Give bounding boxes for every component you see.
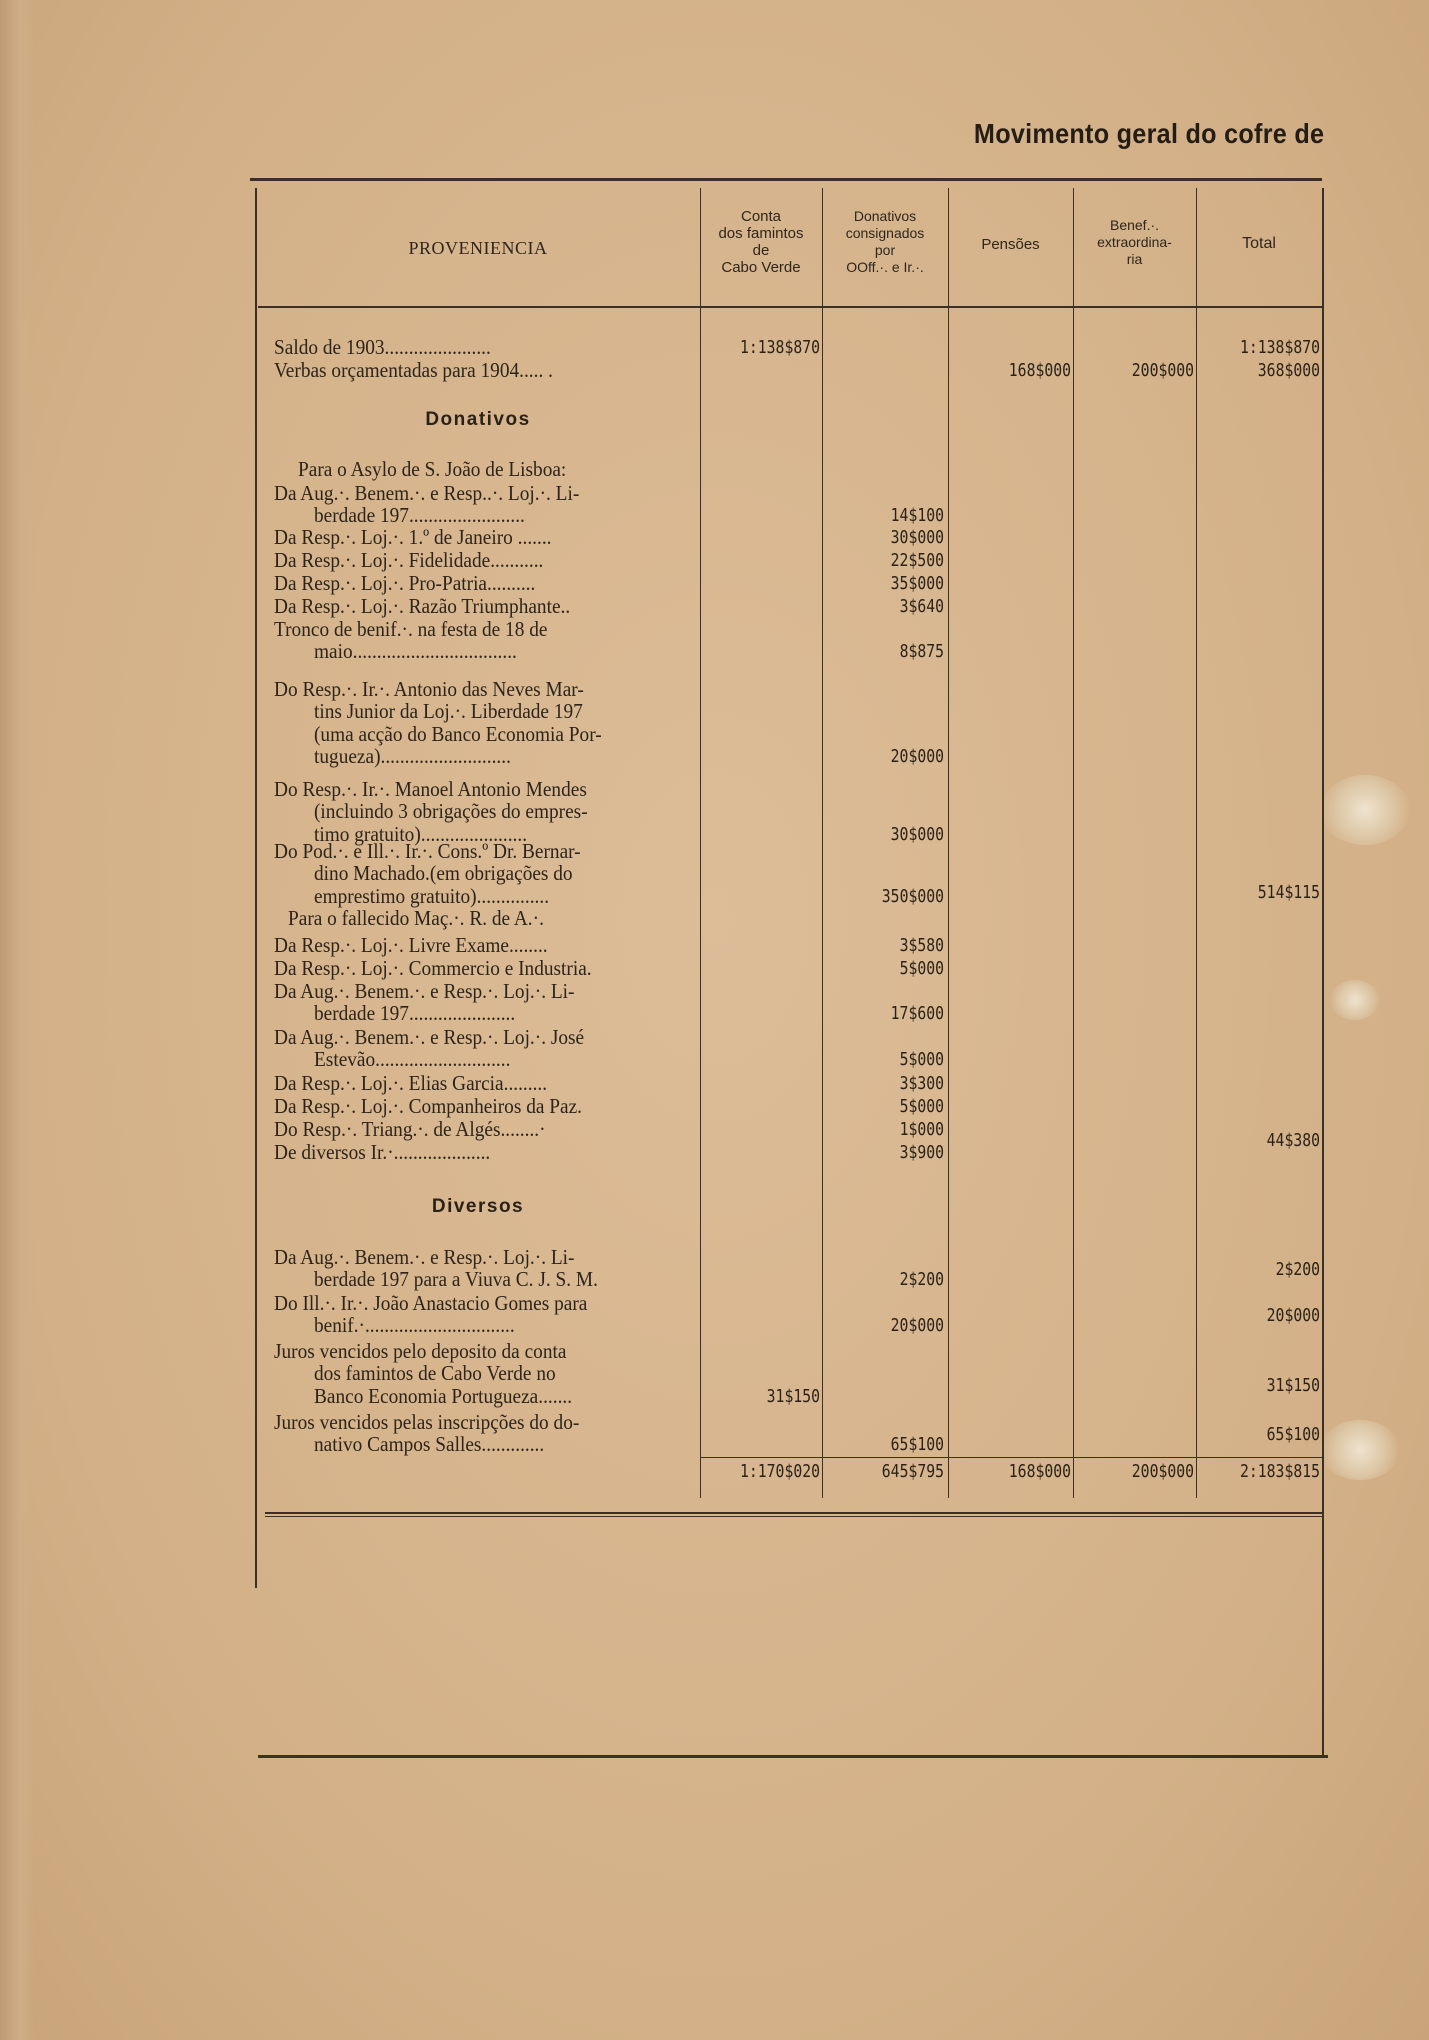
row-description: Da Resp.·. Loj.·. Fidelidade........... — [274, 548, 544, 572]
page-title: Movimento geral do cofre de — [973, 118, 1324, 149]
row-description: Saldo de 1903...................... — [274, 335, 491, 359]
row-description: Da Resp.·. Loj.·. Pro-Patria.......... — [274, 571, 536, 595]
header-donativos: Donativos consignados por OOff.·. e Ir.·. — [845, 208, 925, 275]
amount-total: 514$115 — [1257, 881, 1320, 903]
header-bottom-rule — [258, 306, 1323, 308]
row-description-continuation: tugueza)........................... — [314, 744, 511, 769]
row-description: Do Resp.·. Ir.·. Manoel Antonio Mendes — [274, 777, 587, 801]
row-description: Da Aug.·. Benem.·. e Resp.·. Loj.·. José — [274, 1025, 585, 1049]
totals-row — [0, 1460, 1429, 1482]
amount-total: 44$380 — [1266, 1130, 1320, 1151]
section-donativos: Donativos — [425, 409, 531, 430]
amount-donativos: 20$000 — [890, 1315, 944, 1337]
row-description-continuation: timo gratuito)...................... — [314, 821, 528, 846]
amount-donativos: 30$000 — [890, 823, 944, 845]
amount-total: 2$200 — [1275, 1259, 1320, 1280]
amount-donativos: 3$900 — [899, 1142, 944, 1163]
row-description-continuation: emprestimo gratuito)............... — [314, 883, 550, 908]
row-description: Da Resp.·. Loj.·. Livre Exame........ — [274, 933, 548, 957]
amount-donativos: 3$580 — [899, 935, 944, 956]
row-description: Do Ill.·. Ir.·. João Anastacio Gomes para — [274, 1291, 588, 1315]
left-border — [255, 188, 257, 1588]
amount-total: 31$150 — [1266, 1375, 1320, 1397]
section-diversos: Diversos — [431, 1196, 525, 1217]
row-description: Da Resp.·. Loj.·. Commercio e Industria. — [274, 956, 592, 980]
amount-donativos: 8$875 — [899, 641, 944, 663]
column-divider — [822, 188, 823, 1498]
amount-donativos: 1$000 — [899, 1119, 944, 1140]
header-total: Total — [1242, 235, 1276, 252]
row-description: Da Aug.·. Benem.·. e Resp..·. Loj.·. Li- — [274, 481, 580, 505]
row-description: Para o Asylo de S. João de Lisboa: — [298, 457, 567, 481]
amount-donativos: 14$100 — [890, 505, 944, 527]
table-end-rule — [265, 1516, 1323, 1517]
row-description: Da Resp.·. Loj.·. 1.º de Janeiro ....... — [274, 525, 552, 549]
amount-donativos: 5$000 — [899, 1049, 944, 1071]
amount-donativos: 5$000 — [899, 958, 944, 979]
right-border — [1322, 188, 1324, 1755]
row-description: Do Resp.·. Triang.·. de Algés........· — [274, 1117, 546, 1141]
header-proveniencia: PROVENIENCIA — [408, 238, 548, 258]
total-conta: 1:170$020 — [740, 1461, 820, 1482]
row-description-continuation: Banco Economia Portugueza....... — [314, 1383, 573, 1408]
row-description: Da Aug.·. Benem.·. e Resp.·. Loj.·. Li- — [274, 1245, 575, 1269]
amount-conta: 31$150 — [766, 1385, 820, 1407]
amount-total: 368$000 — [1257, 360, 1320, 381]
row-description-continuation: berdade 197 para a Viuva C. J. S. M. — [314, 1267, 598, 1292]
row-description: Do Resp.·. Ir.·. Antonio das Neves Mar- — [274, 677, 584, 701]
table-end-rule — [265, 1512, 1323, 1514]
paper-damage-stain — [1330, 980, 1380, 1020]
row-description: Do Pod.·. e Ill.·. Ir.·. Cons.º Dr. Bernar- — [274, 839, 581, 863]
row-description-continuation: benif.·............................... — [314, 1313, 515, 1338]
amount-conta: 1:138$870 — [740, 337, 820, 358]
header-pensoes: Pensões — [981, 236, 1040, 253]
amount-donativos: 17$600 — [890, 1003, 944, 1025]
totals-rule — [700, 1457, 1322, 1458]
row-description-continuation: Estevão............................ — [314, 1047, 511, 1072]
amount-pensoes: 168$000 — [1008, 360, 1071, 381]
header-conta: Conta dos famintos de Cabo Verde — [718, 208, 804, 276]
paper-damage-stain — [1320, 775, 1410, 845]
row-description-continuation: (incluindo 3 obrigações do empres- — [314, 799, 588, 824]
row-description-continuation: berdade 197........................ — [314, 503, 525, 528]
row-description-continuation: tins Junior da Loj.·. Liberdade 197 — [314, 699, 583, 724]
table-top-rule — [250, 178, 1322, 181]
amount-donativos: 5$000 — [899, 1096, 944, 1117]
row-description: Tronco de benif.·. na festa de 18 de — [274, 617, 548, 641]
amount-donativos: 22$500 — [890, 550, 944, 571]
row-description-continuation: nativo Campos Salles............. — [314, 1432, 545, 1457]
row-description: De diversos Ir.·.................... — [274, 1140, 491, 1164]
total-total: 2:183$815 — [1240, 1461, 1320, 1482]
header-benef: Benef.·. extraordina- ria — [1097, 217, 1172, 267]
amount-total: 1:138$870 — [1240, 337, 1320, 358]
row-description: Verbas orçamentadas para 1904..... . — [274, 358, 553, 382]
amount-donativos: 2$200 — [899, 1269, 944, 1291]
column-divider — [1196, 188, 1197, 1498]
amount-donativos: 3$300 — [899, 1073, 944, 1094]
amount-donativos: 35$000 — [890, 573, 944, 594]
row-description: Da Resp.·. Loj.·. Razão Triumphante.. — [274, 594, 571, 618]
row-description: Para o fallecido Maç.·. R. de A.·. — [288, 906, 544, 930]
row-description: Da Resp.·. Loj.·. Companheiros da Paz. — [274, 1094, 582, 1118]
binding-edge — [0, 0, 34, 2040]
total-pensoes: 168$000 — [1008, 1461, 1071, 1482]
amount-benef: 200$000 — [1131, 360, 1194, 381]
row-description: Da Resp.·. Loj.·. Elias Garcia......... — [274, 1071, 548, 1095]
total-benef: 200$000 — [1131, 1461, 1194, 1482]
total-donativos: 645$795 — [881, 1461, 944, 1482]
row-description: Juros vencidos pelo deposito da conta — [274, 1339, 567, 1363]
amount-total: 65$100 — [1266, 1424, 1320, 1445]
row-description: Juros vencidos pelas inscripções do do- — [274, 1410, 580, 1434]
row-description-continuation: (uma acção do Banco Economia Por- — [314, 721, 602, 746]
amount-donativos: 350$000 — [881, 885, 944, 907]
amount-donativos: 3$640 — [899, 596, 944, 617]
amount-donativos: 30$000 — [890, 527, 944, 548]
row-description-continuation: maio.................................. — [314, 639, 517, 664]
amount-total: 20$000 — [1266, 1305, 1320, 1326]
column-divider — [1073, 188, 1074, 1498]
row-description-continuation: dos famintos de Cabo Verde no — [314, 1361, 556, 1386]
amount-donativos: 20$000 — [890, 746, 944, 768]
bottom-rule — [258, 1755, 1328, 1758]
column-divider — [948, 188, 949, 1498]
row-description-continuation: berdade 197...................... — [314, 1001, 516, 1026]
row-description: Da Aug.·. Benem.·. e Resp.·. Loj.·. Li- — [274, 979, 575, 1003]
amount-donativos: 65$100 — [890, 1434, 944, 1456]
column-divider — [700, 188, 701, 1498]
row-description-continuation: dino Machado.(em obrigações do — [314, 861, 573, 886]
